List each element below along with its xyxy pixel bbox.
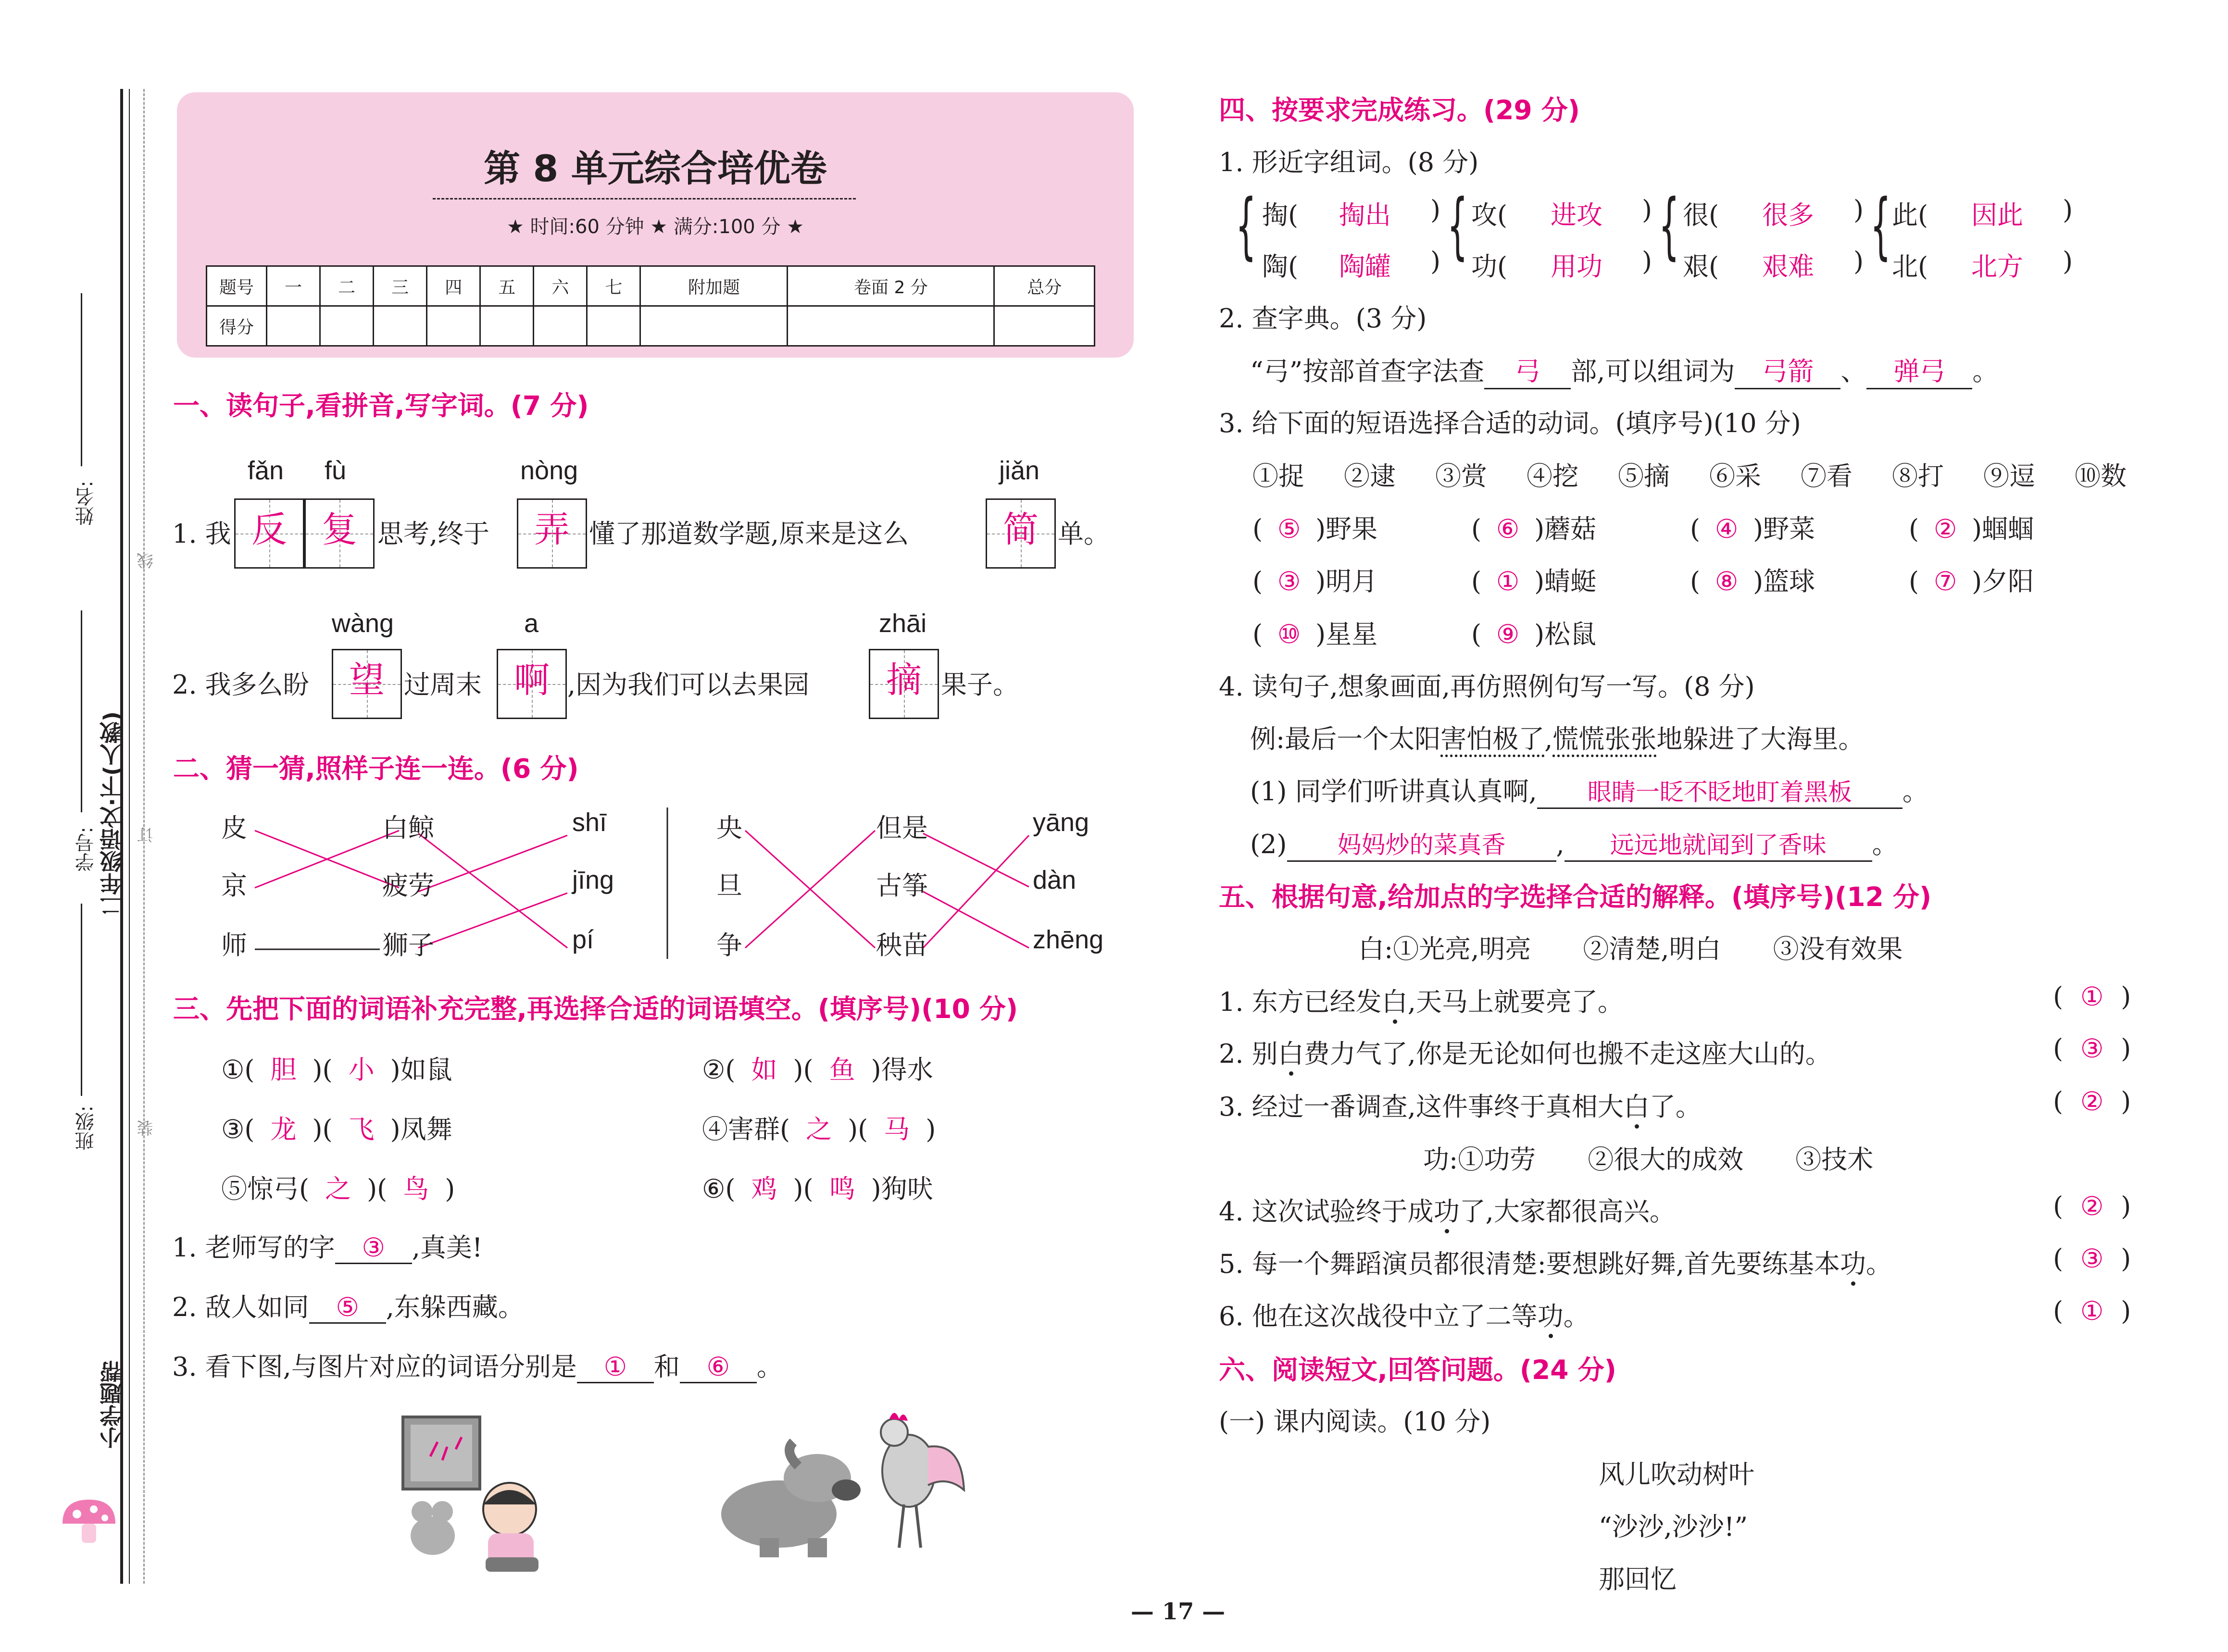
paren: )	[1430, 246, 1441, 276]
similar-char: 北(	[1892, 251, 1928, 282]
pinyin: fǎn	[248, 456, 284, 485]
similar-char: 很(	[1683, 200, 1719, 230]
item: 2. 别白费力气了,你是无论如何也搬不走这座大山的。	[1219, 1039, 1831, 1069]
paren: )	[1642, 246, 1652, 276]
idiom-5: ⑤惊弓( 之 )( 鸟 )	[221, 1174, 455, 1204]
brace: {	[1659, 184, 1679, 268]
idiom-1: ①( 胆 )( 小 )如鼠	[221, 1055, 452, 1085]
score-col: 二	[320, 266, 374, 306]
match-char[interactable]: 争	[716, 930, 742, 960]
phrase-item: ( ④ )野菜	[1690, 514, 1815, 544]
similar-answer[interactable]: 因此	[1971, 200, 2023, 230]
phrase-item: ( ⑩ )星星	[1252, 619, 1378, 649]
verb-option: ③赏	[1435, 461, 1487, 491]
similar-char: 掏(	[1262, 200, 1299, 230]
match-word[interactable]: 疲劳	[382, 870, 434, 901]
score-col: 总分	[994, 266, 1095, 306]
poem-line: 风儿吹动树叶	[1599, 1459, 1754, 1490]
pinyin: wàng	[332, 609, 394, 638]
match-word[interactable]: 狮子	[382, 930, 434, 960]
verb-option: ①捉	[1252, 461, 1304, 491]
q1-text-c: 懂了那道数学题,原来是这么	[589, 519, 909, 549]
s4-q3-title: 3. 给下面的短语选择合适的动词。(填序号)(10 分)	[1219, 408, 1801, 438]
verb-option: ⑤摘	[1618, 461, 1670, 491]
item: 6. 他在这次战役中立了二等功。	[1219, 1301, 1590, 1331]
q1-text-d: 单。	[1058, 519, 1110, 549]
item: 5. 每一个舞蹈演员都很清楚:要想跳好舞,首先要练基本功。	[1219, 1249, 1892, 1279]
paren: )	[1853, 195, 1864, 225]
reading-subtitle: (一) 课内阅读。(10 分)	[1219, 1406, 1491, 1437]
match-word[interactable]: 古筝	[876, 870, 928, 901]
similar-char: 艰(	[1683, 251, 1719, 282]
match-pinyin[interactable]: dàn	[1033, 866, 1076, 894]
phrase-item: ( ② )蝈蝈	[1909, 514, 2034, 544]
definitions-bai: 白:①光亮,明亮 ②清楚,明白 ③没有效果	[1358, 934, 1903, 964]
section-5-title: 五、根据句意,给加点的字选择合适的解释。(填序号)(12 分)	[1219, 882, 1932, 912]
time-and-score: ★ 时间:60 分钟 ★ 满分:100 分 ★	[506, 216, 804, 238]
match-word[interactable]: 但是	[876, 813, 928, 843]
item-answer[interactable]: ( ③ )	[2053, 1033, 2131, 1064]
similar-answer[interactable]: 进攻	[1551, 200, 1602, 230]
idiom-6: ⑥( 鸡 )( 鸣 )狗吠	[702, 1174, 933, 1204]
page-title: 第 8 单元综合培优卷	[484, 147, 827, 190]
poem-line: “沙沙,沙沙!”	[1599, 1512, 1748, 1542]
answer-box[interactable]: 啊	[497, 649, 567, 719]
similar-char: 此(	[1892, 200, 1928, 230]
idiom-3: ③( 龙 )( 飞 )凤舞	[221, 1114, 452, 1144]
verb-option: ⑦看	[1801, 461, 1852, 491]
item: 1. 东方已经发白,天马上就要亮了。	[1219, 987, 1624, 1017]
answer-blank[interactable]: 妈妈炒的菜真香	[1287, 826, 1556, 862]
item: 4. 这次试验终于成功了,大家都很高兴。	[1219, 1196, 1676, 1227]
verb-option: ⑩数	[2075, 461, 2127, 491]
dictionary-question: “弓”按部首查字法查 弓 部,可以组词为 弓箭 、 弹弓 。	[1250, 351, 1998, 389]
answer-box[interactable]: 摘	[869, 649, 939, 719]
item: 3. 经过一番调查,这件事终于真相大白了。	[1219, 1092, 1702, 1122]
q2-text-a: 2. 我多么盼	[172, 670, 309, 700]
bind-mark-1: 线	[137, 553, 156, 569]
imitation-1: (1) 同学们听讲真认真啊, 眼睛一眨不眨地盯着黑板 。	[1250, 771, 1928, 809]
pinyin: zhāi	[879, 609, 927, 638]
definitions-gong: 功:①功劳 ②很大的成效 ③技术	[1423, 1144, 1874, 1175]
q1-text-b: 思考,终于	[377, 519, 490, 549]
verb-option: ⑧打	[1892, 461, 1944, 491]
verb-option: ⑨逗	[1983, 461, 2035, 491]
phrase-item: ( ⑥ )蘑菇	[1471, 514, 1597, 544]
mouse-boy-illustration	[389, 1413, 563, 1577]
score-col: 七	[587, 266, 640, 306]
answer-blank[interactable]: 眼睛一眨不眨地盯着黑板	[1537, 773, 1903, 809]
paren: )	[1430, 195, 1441, 225]
example-sentence: 例:最后一个太阳害怕极了,慌慌张张地躲进了大海里。	[1250, 724, 1865, 754]
brace: {	[1236, 184, 1256, 268]
similar-char: 陶(	[1262, 251, 1299, 282]
verb-option: ②逮	[1344, 461, 1396, 491]
similar-answer[interactable]: 掏出	[1339, 200, 1391, 230]
imitation-2: (2) 妈妈炒的菜真香 , 远远地就闻到了香味 。	[1250, 824, 1898, 862]
item-answer[interactable]: ( ① )	[2053, 1296, 2131, 1326]
dog-rooster-illustration	[702, 1394, 981, 1567]
score-row-label: 得分	[207, 306, 267, 346]
similar-answer[interactable]: 艰难	[1762, 251, 1814, 282]
page-number: — 17 —	[1130, 1598, 1226, 1625]
pinyin: fù	[325, 456, 347, 485]
score-col-label: 题号	[207, 266, 267, 306]
name-label: 姓名:	[75, 481, 97, 526]
fill-question-2: 2. 敌人如同 ⑤ ,东躲西藏。	[172, 1287, 524, 1324]
paren: )	[2063, 195, 2073, 225]
answer-blank[interactable]: ①	[577, 1352, 654, 1383]
match-pinyin[interactable]: yāng	[1033, 808, 1089, 837]
s4-q4-title: 4. 读句子,想象画面,再仿照例句写一写。(8 分)	[1219, 671, 1755, 702]
similar-answer[interactable]: 北方	[1971, 251, 2023, 282]
answer-blank[interactable]: 弓箭	[1735, 351, 1840, 389]
answer-blank[interactable]: ⑤	[309, 1292, 386, 1324]
answer-blank[interactable]: 弓	[1484, 351, 1571, 389]
q2-text-d: 果子。	[941, 670, 1019, 700]
score-col: 五	[480, 266, 534, 306]
match-pinyin[interactable]: shī	[572, 808, 607, 837]
brace: {	[1870, 184, 1891, 268]
match-char[interactable]: 央	[716, 813, 742, 843]
brace: {	[1447, 184, 1468, 268]
phrase-item: ( ③ )明月	[1252, 566, 1378, 596]
score-col: 四	[427, 266, 480, 306]
match-char[interactable]: 师	[221, 930, 247, 960]
phrase-item: ( ⑤ )野果	[1252, 514, 1378, 544]
match-char[interactable]: 京	[221, 870, 247, 901]
class-label: 班级:	[75, 1105, 97, 1151]
match-pinyin[interactable]: jīng	[572, 866, 614, 894]
answer-box[interactable]: 反	[234, 498, 304, 569]
verb-option: ④挖	[1527, 461, 1578, 491]
answer-box[interactable]: 望	[332, 649, 402, 719]
bind-mark-3: 装	[137, 1120, 156, 1136]
similar-answer[interactable]: 很多	[1762, 200, 1814, 230]
answer-blank[interactable]: ⑥	[680, 1352, 757, 1383]
score-col: 三	[374, 266, 427, 306]
item-answer[interactable]: ( ② )	[2053, 1191, 2131, 1221]
item-answer[interactable]: ( ③ )	[2053, 1243, 2131, 1274]
section-2-title: 二、猜一猜,照样子连一连。(6 分)	[173, 753, 579, 784]
student-no-label: 学号:	[75, 827, 97, 872]
score-col: 卷面 2 分	[788, 266, 994, 306]
answer-box[interactable]: 弄	[517, 498, 587, 569]
answer-box[interactable]: 复	[304, 498, 375, 569]
verb-option: ⑥采	[1709, 461, 1761, 491]
section-4-title: 四、按要求完成练习。(29 分)	[1219, 95, 1580, 125]
paren: )	[1853, 246, 1864, 276]
similar-answer[interactable]: 陶罐	[1339, 251, 1391, 282]
answer-blank[interactable]: ③	[335, 1232, 412, 1264]
s4-q2-title: 2. 查字典。(3 分)	[1219, 303, 1427, 334]
fill-question-3: 3. 看下图,与图片对应的词语分别是 ① 和 ⑥ 。	[172, 1346, 783, 1383]
section-6-title: 六、阅读短文,回答问题。(24 分)	[1219, 1354, 1616, 1385]
brand-name: 小学题帮	[99, 1360, 125, 1449]
paren: )	[2063, 246, 2073, 276]
score-col: 一	[267, 266, 320, 306]
phrase-item: ( ⑨ )松鼠	[1471, 619, 1597, 649]
pinyin: a	[524, 609, 539, 638]
phrase-item: ( ⑦ )夕阳	[1909, 566, 2034, 596]
poem-line: 那回忆	[1599, 1564, 1677, 1594]
match-char[interactable]: 皮	[221, 813, 247, 843]
item-answer[interactable]: ( ② )	[2053, 1086, 2131, 1117]
score-col: 六	[534, 266, 587, 306]
idiom-4: ④害群( 之 )( 马 )	[702, 1114, 936, 1144]
answer-blank[interactable]: 弹弓	[1866, 351, 1972, 389]
score-col: 附加题	[640, 266, 788, 306]
match-word[interactable]: 秧苗	[876, 930, 928, 960]
match-word[interactable]: 白鲸	[382, 813, 434, 843]
q1-text-a: 1. 我	[172, 519, 231, 549]
section-1-title: 一、读句子,看拼音,写字词。(7 分)	[173, 390, 589, 421]
match-char[interactable]: 旦	[716, 870, 742, 901]
fill-question-1: 1. 老师写的字 ③ ,真美!	[172, 1227, 483, 1264]
idiom-2: ②( 如 )( 鱼 )得水	[702, 1055, 933, 1085]
item-answer[interactable]: ( ① )	[2053, 981, 2131, 1012]
q2-text-c: ,因为我们可以去果园	[567, 670, 810, 700]
book-title: 二年级语文·下(人教)	[99, 711, 125, 917]
s4-q1-title: 1. 形近字组词。(8 分)	[1219, 147, 1479, 177]
similar-char: 攻(	[1471, 200, 1508, 230]
q2-text-b: 过周末	[404, 670, 482, 700]
similar-answer[interactable]: 用功	[1551, 251, 1602, 282]
section-3-title: 三、先把下面的词语补充完整,再选择合适的词语填空。(填序号)(10 分)	[173, 994, 1018, 1024]
pinyin: jiǎn	[999, 456, 1040, 485]
paren: )	[1642, 195, 1652, 225]
phrase-item: ( ⑧ )篮球	[1690, 566, 1815, 596]
bind-mark-2: 订	[137, 827, 156, 843]
answer-blank[interactable]: 远远地就闻到了香味	[1565, 826, 1872, 862]
answer-box[interactable]: 简	[986, 498, 1056, 569]
phrase-item: ( ① )蜻蜓	[1471, 566, 1597, 596]
match-pinyin[interactable]: pí	[572, 925, 594, 954]
similar-char: 功(	[1471, 251, 1508, 282]
match-pinyin[interactable]: zhēng	[1033, 925, 1104, 954]
pinyin: nòng	[520, 456, 578, 485]
